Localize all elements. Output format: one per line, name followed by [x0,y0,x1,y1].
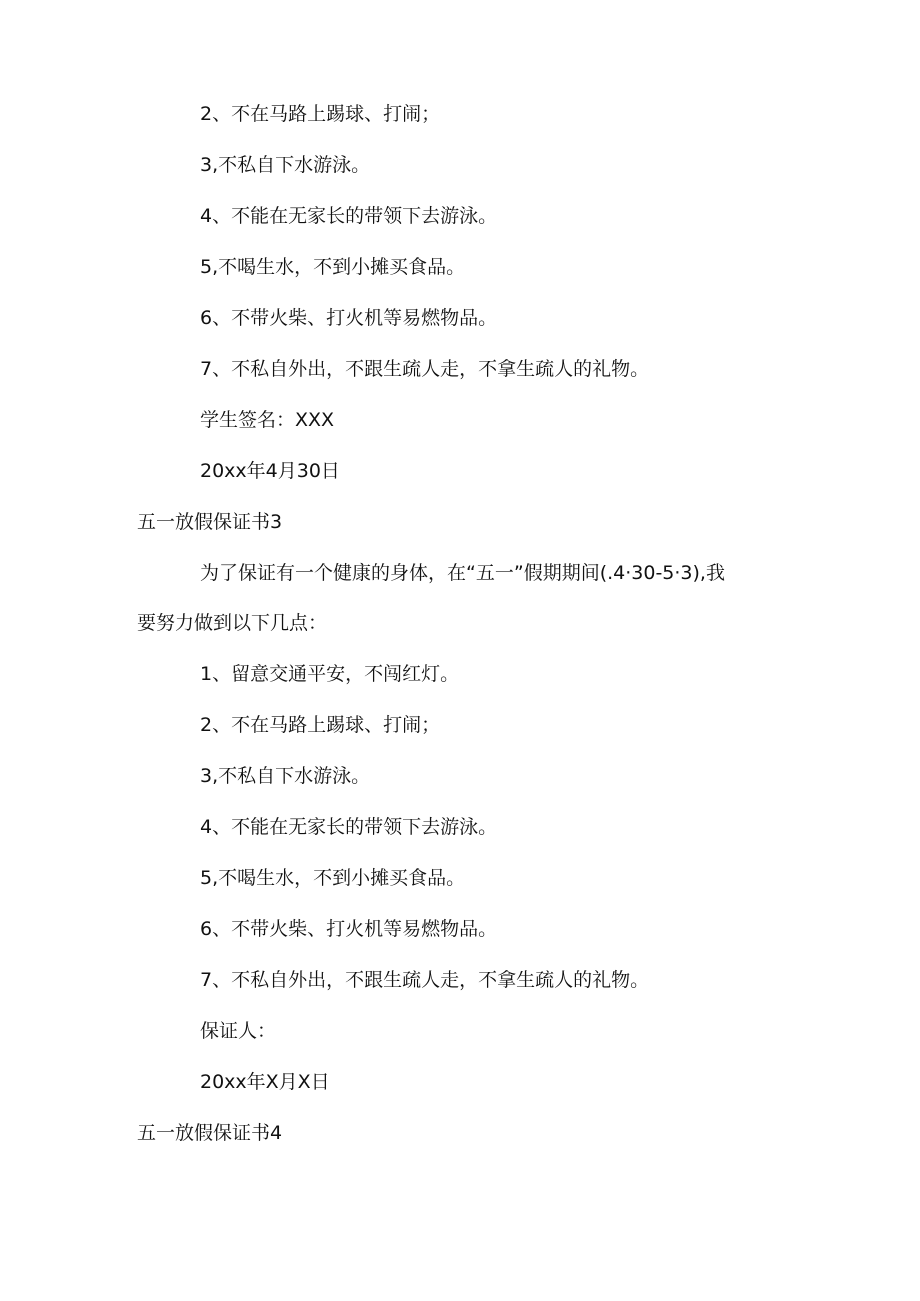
list-item: 5,不喝生水，不到小摊买食品。 [200,256,466,278]
guarantee-date: 20xx年X月X日 [200,1071,330,1093]
list-item: 6、不带火柴、打火机等易燃物品。 [200,307,498,329]
list-item: 7、不私自外出，不跟生疏人走，不拿生疏人的礼物。 [200,358,650,380]
intro-paragraph-line: 为了保证有一个健康的身体，在“五一”假期期间(.4·30-5·3),我 [200,562,725,584]
list-item: 6、不带火柴、打火机等易燃物品。 [200,918,498,940]
student-signature: 学生签名：XXX [200,409,335,431]
signature-date: 20xx年4月30日 [200,460,340,482]
list-item: 1、留意交通平安，不闯红灯。 [200,663,460,685]
intro-paragraph-line: 要努力做到以下几点： [137,612,328,634]
list-item: 3,不私自下水游泳。 [200,765,371,787]
list-item: 3,不私自下水游泳。 [200,154,371,176]
list-item: 2、不在马路上踢球、打闹； [200,103,441,125]
list-item: 4、不能在无家长的带领下去游泳。 [200,816,498,838]
list-item: 5,不喝生水，不到小摊买食品。 [200,867,466,889]
section-title: 五一放假保证书3 [137,511,283,533]
list-item: 2、不在马路上踢球、打闹； [200,714,441,736]
list-item: 4、不能在无家长的带领下去游泳。 [200,205,498,227]
guarantor-label: 保证人： [200,1020,277,1042]
list-item: 7、不私自外出，不跟生疏人走，不拿生疏人的礼物。 [200,969,650,991]
section-title: 五一放假保证书4 [137,1122,283,1144]
